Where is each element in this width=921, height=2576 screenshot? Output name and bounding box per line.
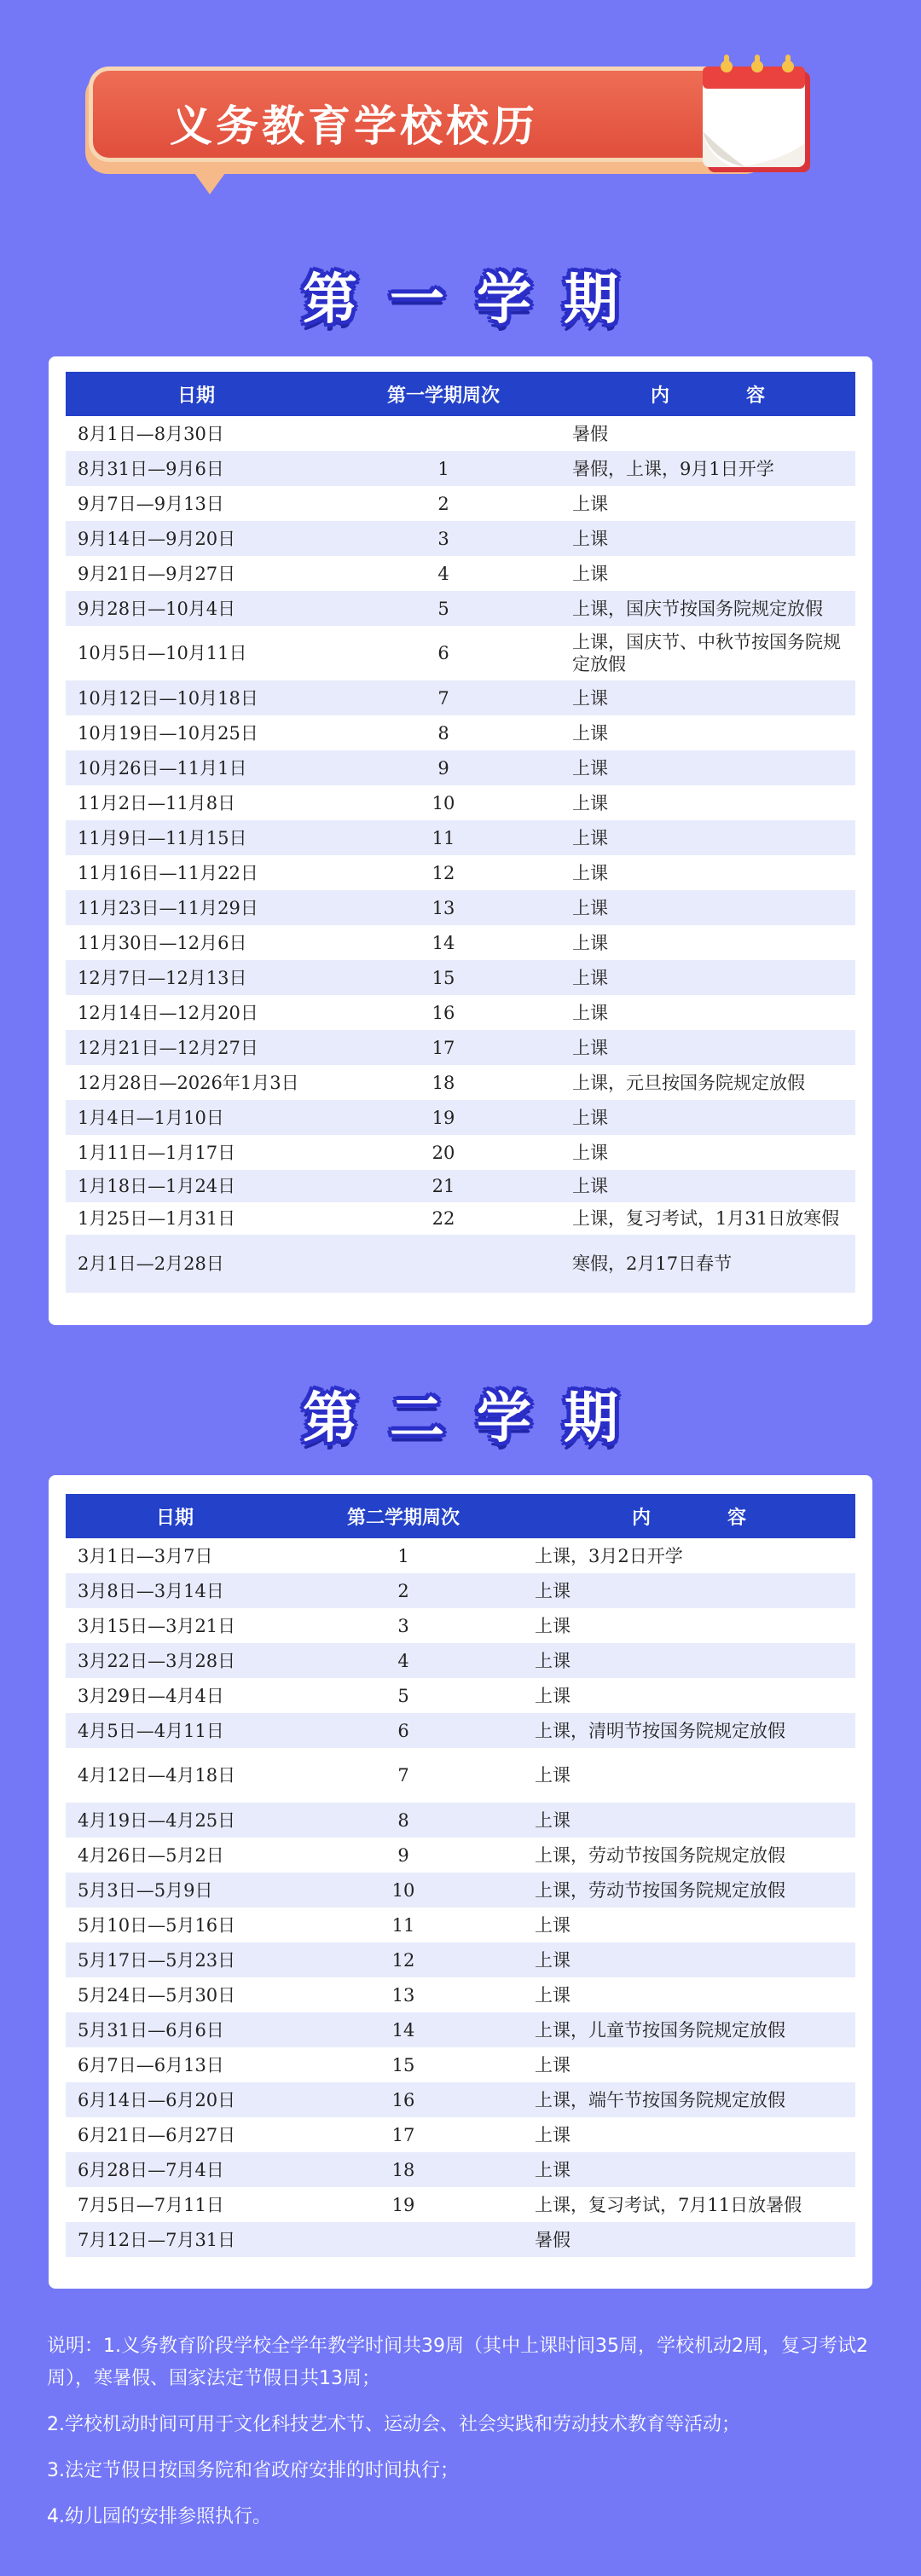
row-week: 5 bbox=[397, 1685, 409, 1706]
row-week: 9 bbox=[397, 1844, 409, 1866]
notes bbox=[47, 2330, 883, 2547]
header-content-a: 内 bbox=[631, 1507, 651, 1529]
row-week: 14 bbox=[432, 932, 455, 953]
table-row bbox=[66, 556, 855, 591]
row-content: 上课 bbox=[560, 680, 855, 715]
term2-heading: 第二学期 bbox=[303, 1387, 651, 1450]
row-content: 上课 bbox=[572, 862, 608, 883]
row-date: 3月1日—3月7日 bbox=[78, 1545, 213, 1566]
header-week: 第二学期周次 bbox=[284, 1494, 523, 1538]
row-week: 8 bbox=[284, 1803, 523, 1838]
row-content: 上课 bbox=[572, 722, 608, 744]
row-content: 上课，3月2日开学 bbox=[535, 1545, 683, 1566]
table-row bbox=[66, 2047, 855, 2082]
row-content: 上课，端午节按国务院规定放假 bbox=[523, 2082, 855, 2117]
row-date: 6月28日—7月4日 bbox=[66, 2152, 284, 2187]
term2-rows bbox=[66, 1538, 855, 2257]
row-date: 9月28日—10月4日 bbox=[66, 591, 327, 626]
row-content: 上课，劳动节按国务院规定放假 bbox=[523, 1873, 855, 1907]
row-week: 21 bbox=[327, 1170, 560, 1202]
row-week: 15 bbox=[327, 960, 560, 995]
table-row bbox=[66, 820, 855, 855]
row-content: 上课 bbox=[572, 563, 608, 584]
row-content: 上课 bbox=[560, 960, 855, 995]
table-row bbox=[66, 1838, 855, 1873]
table-row bbox=[66, 1170, 855, 1202]
row-date: 6月7日—6月13日 bbox=[78, 2054, 224, 2075]
row-date: 7月5日—7月11日 bbox=[78, 2194, 224, 2215]
row-content: 上课 bbox=[572, 932, 608, 953]
row-week: 11 bbox=[327, 820, 560, 855]
row-week bbox=[327, 416, 560, 451]
page-title: 义务教育学校校历 bbox=[170, 101, 538, 151]
row-content: 上课 bbox=[535, 1914, 571, 1936]
row-date: 7月12日—7月31日 bbox=[66, 2222, 284, 2257]
row-content: 上课 bbox=[560, 890, 855, 925]
table-row bbox=[66, 1135, 855, 1170]
row-date: 9月21日—9月27日 bbox=[78, 563, 236, 584]
row-content: 上课 bbox=[560, 820, 855, 855]
table-row bbox=[66, 1608, 855, 1643]
row-content: 上课 bbox=[572, 792, 608, 813]
table-header-row bbox=[66, 1494, 855, 1538]
table-row bbox=[66, 2152, 855, 2187]
row-week: 12 bbox=[284, 1942, 523, 1977]
table-row bbox=[66, 995, 855, 1030]
row-week: 18 bbox=[432, 1072, 455, 1093]
row-content: 上课，复习考试，1月31日放寒假 bbox=[572, 1208, 840, 1229]
row-date: 9月14日—9月20日 bbox=[66, 521, 327, 556]
table-row bbox=[66, 1803, 855, 1838]
row-week: 16 bbox=[432, 1002, 455, 1023]
row-date: 2月1日—2月28日 bbox=[66, 1235, 327, 1293]
row-week: 6 bbox=[437, 643, 449, 663]
row-week: 18 bbox=[284, 2152, 523, 2187]
row-week: 1 bbox=[397, 1545, 409, 1566]
row-content: 上课，清明节按国务院规定放假 bbox=[523, 1713, 855, 1748]
table-row bbox=[66, 486, 855, 521]
table-row bbox=[66, 521, 855, 556]
row-week: 12 bbox=[432, 862, 455, 883]
row-date: 12月21日—12月27日 bbox=[66, 1030, 327, 1065]
row-date: 5月31日—6月6日 bbox=[66, 2012, 284, 2047]
row-week: 4 bbox=[437, 563, 449, 584]
header-content bbox=[560, 372, 855, 416]
header-content-b: 容 bbox=[727, 1507, 747, 1529]
row-content: 上课 bbox=[523, 1573, 855, 1608]
row-date: 4月5日—4月11日 bbox=[66, 1713, 284, 1748]
row-date: 5月17日—5月23日 bbox=[66, 1942, 284, 1977]
row-week: 13 bbox=[391, 1984, 415, 2006]
table-row bbox=[66, 1235, 855, 1293]
term1-table bbox=[66, 372, 855, 1293]
row-content: 上课 bbox=[535, 2124, 571, 2145]
row-week: 4 bbox=[284, 1643, 523, 1678]
row-week: 22 bbox=[432, 1208, 455, 1229]
row-content: 上课 bbox=[535, 1685, 571, 1706]
table-row bbox=[66, 1643, 855, 1678]
note-item: 4.幼儿园的安排参照执行。 bbox=[47, 2506, 271, 2527]
row-content: 上课 bbox=[560, 750, 855, 785]
term1-card bbox=[49, 356, 872, 1325]
row-content: 上课 bbox=[523, 1942, 855, 1977]
row-date: 5月3日—5月9日 bbox=[66, 1873, 284, 1907]
term1-heading: 第一学期 bbox=[303, 269, 651, 332]
table-header-row bbox=[66, 372, 855, 416]
table-row bbox=[66, 416, 855, 451]
table-row bbox=[66, 855, 855, 890]
row-week: 3 bbox=[397, 1615, 409, 1636]
row-content: 上课 bbox=[560, 1170, 855, 1202]
row-content: 上课 bbox=[560, 1030, 855, 1065]
row-date: 6月14日—6月20日 bbox=[66, 2082, 284, 2117]
table-row bbox=[66, 2222, 855, 2257]
row-week: 1 bbox=[327, 451, 560, 486]
table-row bbox=[66, 1065, 855, 1100]
table-row bbox=[66, 1100, 855, 1135]
row-week: 11 bbox=[391, 1914, 415, 1936]
table-row bbox=[66, 2012, 855, 2047]
header-date: 日期 bbox=[66, 372, 327, 416]
table-row bbox=[66, 2187, 855, 2222]
row-week bbox=[327, 1235, 560, 1293]
row-week: 6 bbox=[284, 1713, 523, 1748]
row-date: 5月24日—5月30日 bbox=[78, 1984, 236, 2006]
calendar-icon bbox=[674, 55, 819, 182]
note-item: 说明：1.义务教育阶段学校全学年教学时间共39周（其中上课时间35周，学校机动2周，复习考试2周），寒暑假、国家法定节假日共13周； bbox=[47, 2336, 868, 2389]
row-date: 4月19日—4月25日 bbox=[66, 1803, 284, 1838]
row-content: 上课 bbox=[572, 1142, 608, 1163]
row-week: 7 bbox=[327, 680, 560, 715]
row-date: 1月4日—1月10日 bbox=[66, 1100, 327, 1135]
table-row bbox=[66, 1748, 855, 1803]
row-week: 16 bbox=[284, 2082, 523, 2117]
row-week: 10 bbox=[432, 792, 455, 813]
table-row bbox=[66, 2082, 855, 2117]
table-row bbox=[66, 890, 855, 925]
row-date: 3月8日—3月14日 bbox=[66, 1573, 284, 1608]
note-item: 3.法定节假日按国务院和省政府安排的时间执行； bbox=[47, 2460, 459, 2481]
row-week: 14 bbox=[284, 2012, 523, 2047]
row-date: 10月19日—10月25日 bbox=[78, 722, 258, 744]
row-week: 19 bbox=[327, 1100, 560, 1135]
table-row bbox=[66, 925, 855, 960]
row-week: 10 bbox=[284, 1873, 523, 1907]
note-item: 2.学校机动时间可用于文化科技艺术节、运动会、社会实践和劳动技术教育等活动； bbox=[47, 2414, 740, 2435]
term2-card bbox=[49, 1475, 872, 2289]
term2-table bbox=[66, 1494, 855, 2257]
row-content: 上课 bbox=[523, 1803, 855, 1838]
row-content: 上课 bbox=[572, 1002, 608, 1023]
table-row bbox=[66, 1713, 855, 1748]
table-row bbox=[66, 1538, 855, 1573]
table-row bbox=[66, 785, 855, 820]
banner-speech-tail bbox=[188, 164, 232, 194]
row-date: 1月11日—1月17日 bbox=[78, 1142, 236, 1163]
table-row bbox=[66, 1030, 855, 1065]
row-date: 1月25日—1月31日 bbox=[78, 1208, 236, 1229]
row-week: 13 bbox=[327, 890, 560, 925]
row-date: 3月15日—3月21日 bbox=[78, 1615, 236, 1636]
table-row bbox=[66, 680, 855, 715]
header-content bbox=[523, 1494, 855, 1538]
row-week: 19 bbox=[391, 2194, 415, 2215]
term1-rows bbox=[66, 416, 855, 1293]
row-date: 3月29日—4月4日 bbox=[78, 1685, 224, 1706]
row-date: 1月18日—1月24日 bbox=[66, 1170, 327, 1202]
table-row bbox=[66, 715, 855, 750]
table-row bbox=[66, 1573, 855, 1608]
table-row bbox=[66, 1907, 855, 1942]
row-date: 12月7日—12月13日 bbox=[66, 960, 327, 995]
row-content: 上课，劳动节按国务院规定放假 bbox=[535, 1844, 785, 1866]
row-date: 11月23日—11月29日 bbox=[66, 890, 327, 925]
row-content: 上课，复习考试，7月11日放暑假 bbox=[535, 2194, 802, 2215]
row-content: 上课，国庆节、中秋节按国务院规定放假 bbox=[572, 632, 841, 674]
row-date: 4月26日—5月2日 bbox=[78, 1844, 224, 1866]
header-week: 第一学期周次 bbox=[327, 372, 560, 416]
title-banner bbox=[85, 67, 819, 194]
table-row bbox=[66, 1873, 855, 1907]
table-row bbox=[66, 960, 855, 995]
row-content: 上课 bbox=[535, 1615, 571, 1636]
table-row bbox=[66, 451, 855, 486]
row-content: 上课，儿童节按国务院规定放假 bbox=[523, 2012, 855, 2047]
row-week: 8 bbox=[437, 722, 449, 744]
row-date: 11月16日—11月22日 bbox=[78, 862, 258, 883]
row-week: 9 bbox=[327, 750, 560, 785]
row-date: 11月30日—12月6日 bbox=[78, 932, 247, 953]
header-content-b: 容 bbox=[746, 385, 766, 407]
row-date: 12月28日—2026年1月3日 bbox=[78, 1072, 299, 1093]
row-content: 上课 bbox=[560, 521, 855, 556]
row-week: 20 bbox=[432, 1142, 455, 1163]
row-date: 5月10日—5月16日 bbox=[78, 1914, 236, 1936]
table-row bbox=[66, 1942, 855, 1977]
row-week: 5 bbox=[327, 591, 560, 626]
row-content: 上课 bbox=[523, 2152, 855, 2187]
row-content: 上课 bbox=[535, 2054, 571, 2075]
row-content: 上课，国庆节按国务院规定放假 bbox=[560, 591, 855, 626]
table-row bbox=[66, 591, 855, 626]
table-row bbox=[66, 750, 855, 785]
row-content: 上课 bbox=[535, 1984, 571, 2006]
row-week: 2 bbox=[284, 1573, 523, 1608]
row-content: 上课 bbox=[523, 1643, 855, 1678]
row-date: 10月5日—10月11日 bbox=[78, 643, 247, 663]
header-date: 日期 bbox=[66, 1494, 284, 1538]
row-content: 上课 bbox=[535, 1765, 571, 1786]
row-week: 2 bbox=[437, 493, 449, 514]
row-date: 10月26日—11月1日 bbox=[66, 750, 327, 785]
row-week: 7 bbox=[397, 1765, 409, 1786]
table-row bbox=[66, 626, 855, 680]
row-week: 15 bbox=[391, 2054, 415, 2075]
row-date: 11月2日—11月8日 bbox=[78, 792, 236, 813]
row-date: 8月1日—8月30日 bbox=[78, 423, 224, 444]
row-content: 上课，元旦按国务院规定放假 bbox=[572, 1072, 805, 1093]
row-week bbox=[284, 2222, 523, 2257]
row-content: 上课 bbox=[572, 493, 608, 514]
table-row bbox=[66, 1977, 855, 2012]
row-content: 上课 bbox=[560, 1100, 855, 1135]
row-date: 10月12日—10月18日 bbox=[66, 680, 327, 715]
row-content: 暑假 bbox=[523, 2222, 855, 2257]
row-content: 寒假，2月17日春节 bbox=[560, 1235, 855, 1293]
row-date: 8月31日—9月6日 bbox=[66, 451, 327, 486]
header-content-a: 内 bbox=[650, 385, 669, 407]
row-content: 暑假，上课，9月1日开学 bbox=[560, 451, 855, 486]
row-week: 3 bbox=[327, 521, 560, 556]
table-row bbox=[66, 1202, 855, 1235]
row-week: 17 bbox=[327, 1030, 560, 1065]
row-date: 4月12日—4月18日 bbox=[78, 1765, 236, 1786]
table-row bbox=[66, 1678, 855, 1713]
row-date: 11月9日—11月15日 bbox=[66, 820, 327, 855]
row-content: 暑假 bbox=[572, 423, 608, 444]
row-date: 9月7日—9月13日 bbox=[78, 493, 224, 514]
banner-body bbox=[89, 67, 762, 162]
row-date: 12月14日—12月20日 bbox=[78, 1002, 258, 1023]
row-date: 6月21日—6月27日 bbox=[78, 2124, 236, 2145]
row-date: 3月22日—3月28日 bbox=[66, 1643, 284, 1678]
table-row bbox=[66, 2117, 855, 2152]
row-week: 17 bbox=[391, 2124, 415, 2145]
